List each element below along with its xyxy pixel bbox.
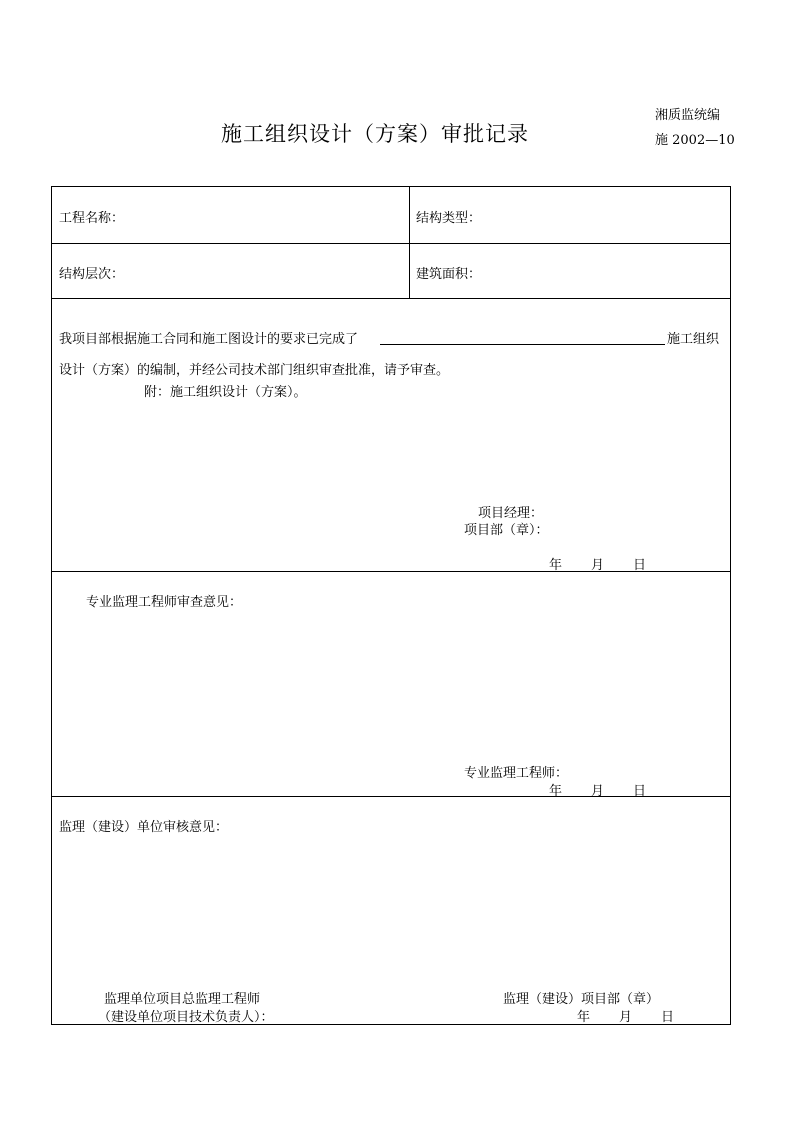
attachment-note: 附：施工组织设计（方案）。 [144,385,307,400]
project-name-label: 工程名称： [59,211,125,226]
date-day: 日 [661,1010,675,1025]
table-border-left [51,186,52,1025]
date-month: 月 [591,558,605,573]
project-manager-label: 项目经理： [478,506,544,521]
application-text-part1: 我项目部根据施工合同和施工图设计的要求已完成了 [59,332,359,347]
unit-opinion-label: 监理（建设）单位审核意见： [59,820,229,835]
table-border-right [730,186,731,1025]
date-year: 年 [549,558,563,573]
date-day: 日 [633,784,647,799]
building-area-label: 建筑面积： [416,267,482,282]
dept-seal-label: 监理（建设）项目部（章） [503,992,660,1007]
engineer-review-date [0,780,794,799]
application-text-line2: 设计（方案）的编制，并经公司技术部门组织审查批准，请予审查。 [59,363,450,378]
row-divider-3 [51,571,731,572]
row-divider-2 [51,298,731,299]
date-year: 年 [577,1010,591,1025]
plan-name-blank-line [380,344,665,345]
column-divider [409,186,410,299]
form-code-line2: 施 2002—10 [655,133,735,148]
application-text-part2: 施工组织 [667,332,720,347]
date-month: 月 [591,784,605,799]
owner-tech-lead-label: （建设单位项目技术负责人）： [98,1010,274,1025]
project-dept-seal-label: 项目部（章）： [464,523,549,538]
table-border-top [51,186,731,187]
row-divider-1 [51,243,731,244]
form-code-line1: 湘质监统编 [655,108,721,123]
structure-type-label: 结构类型： [416,211,482,226]
engineer-opinion-label: 专业监理工程师审查意见： [86,595,243,610]
engineer-signature-label: 专业监理工程师： [464,766,569,781]
row-divider-4 [51,796,731,797]
page-title: 施工组织设计（方案）审批记录 [221,122,529,146]
date-year: 年 [549,784,563,799]
date-day: 日 [633,558,647,573]
chief-engineer-label: 监理单位项目总监理工程师 [104,992,261,1007]
application-date [0,554,794,573]
unit-review-date [0,1006,794,1025]
date-month: 月 [619,1010,633,1025]
structure-levels-label: 结构层次： [59,267,125,282]
